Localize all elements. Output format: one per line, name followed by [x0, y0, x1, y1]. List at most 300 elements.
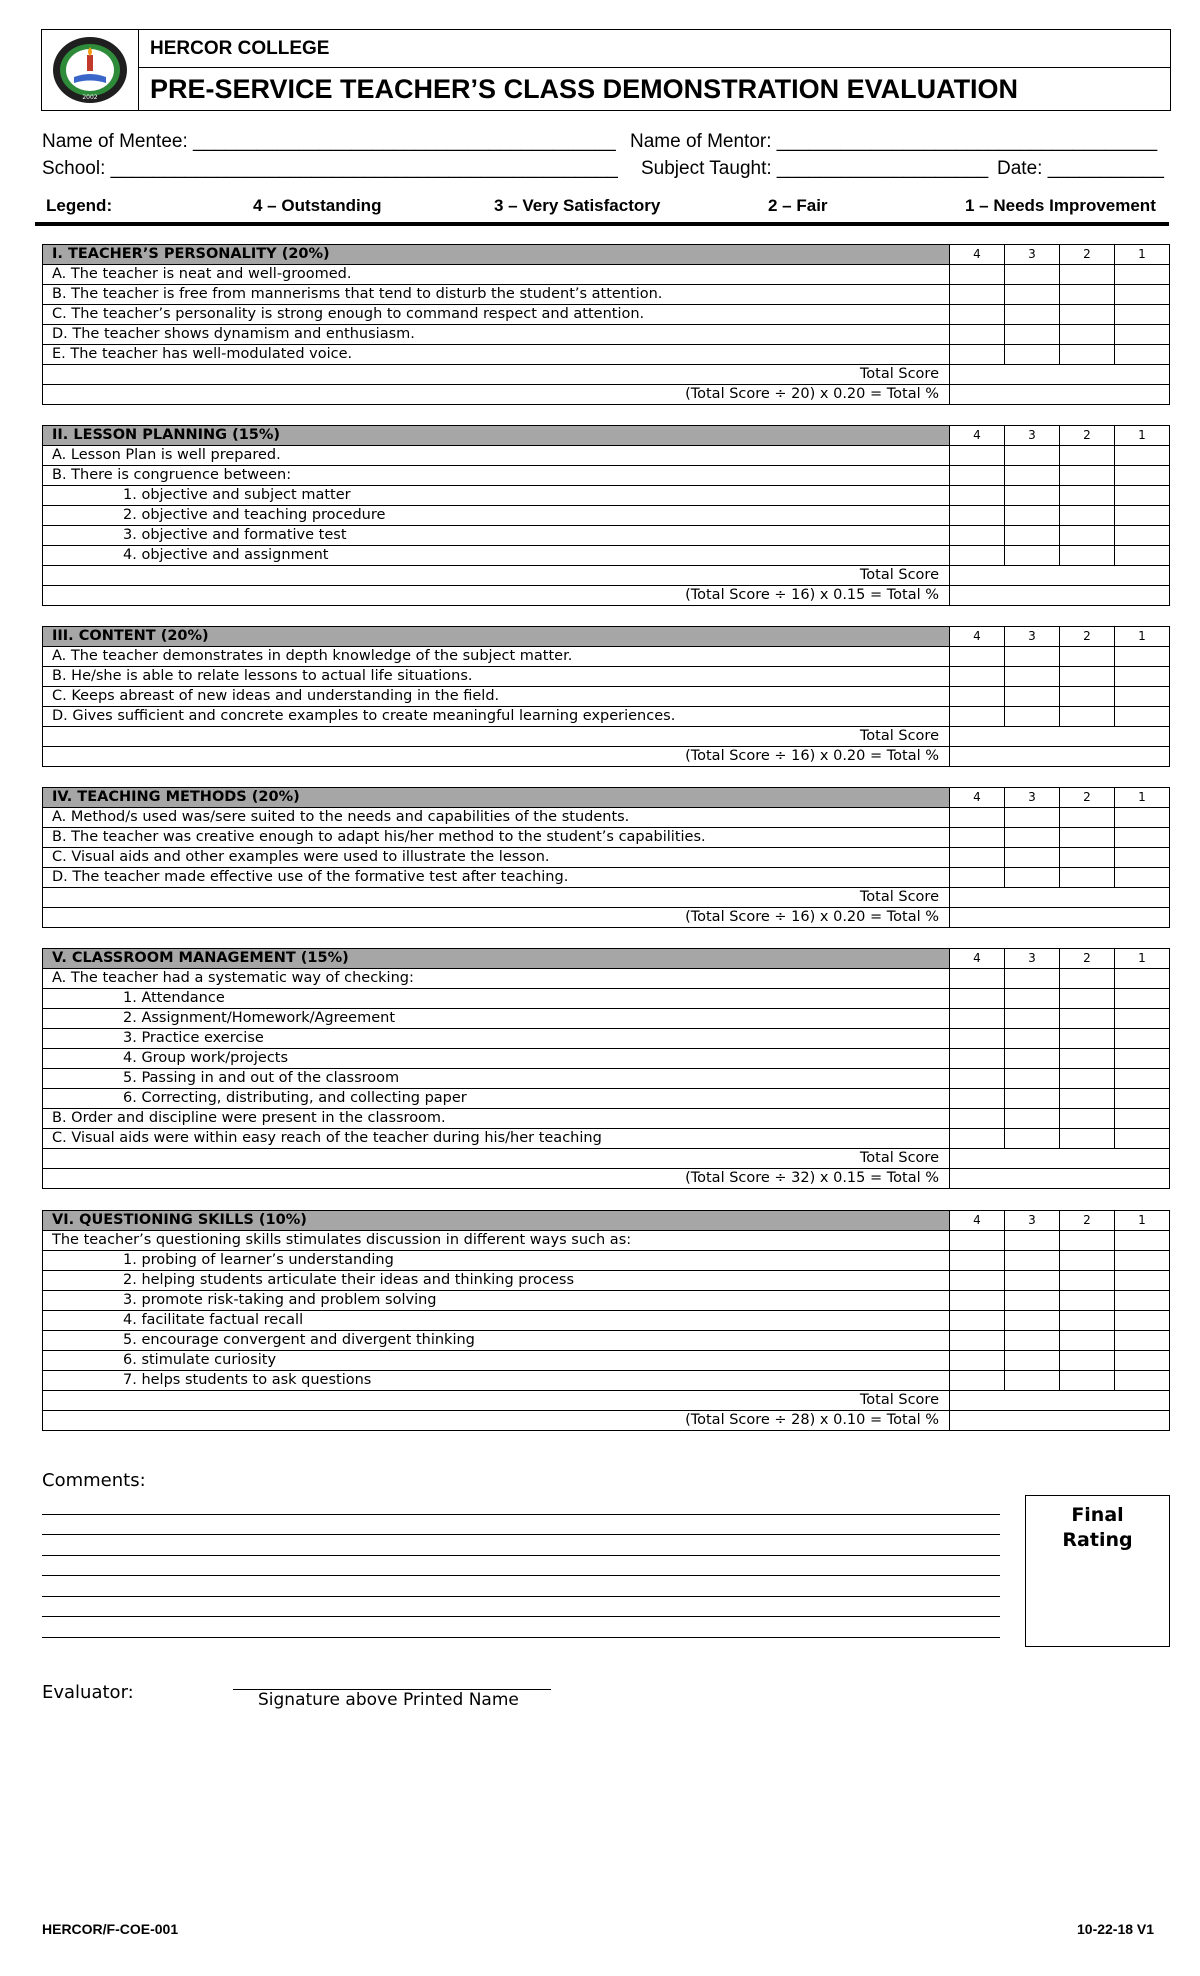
- score-cell[interactable]: [1115, 1069, 1170, 1089]
- criteria-text: C. The teacher’s personality is strong enough to command respect and attention.: [43, 305, 950, 325]
- comment-line[interactable]: [42, 1575, 1000, 1576]
- score-column-header: 2: [1060, 426, 1115, 446]
- score-column-header: 3: [1005, 949, 1060, 969]
- score-column-header: 1: [1115, 245, 1170, 265]
- score-cell[interactable]: [950, 647, 1005, 667]
- score-cell[interactable]: [1060, 1109, 1115, 1129]
- score-cell[interactable]: [1005, 1029, 1060, 1049]
- score-cell[interactable]: [1060, 466, 1115, 486]
- score-cell[interactable]: [1115, 526, 1170, 546]
- score-cell[interactable]: [1060, 647, 1115, 667]
- score-cell[interactable]: [950, 345, 1005, 365]
- score-cell[interactable]: [950, 446, 1005, 466]
- score-cell[interactable]: [1115, 969, 1170, 989]
- criteria-text: B. There is congruence between:: [43, 466, 950, 486]
- score-cell[interactable]: [950, 1331, 1005, 1351]
- score-cell[interactable]: [1115, 647, 1170, 667]
- score-cell[interactable]: [1005, 486, 1060, 506]
- score-cell[interactable]: [1005, 828, 1060, 848]
- final-rating-label-1: Final: [1071, 1504, 1124, 1526]
- criteria-row: [43, 1231, 1170, 1251]
- criteria-text: A. The teacher demonstrates in depth knowledge of the subject matter.: [43, 647, 950, 667]
- criteria-text: D. The teacher made effective use of the formative test after teaching.: [43, 868, 950, 888]
- final-rating-label-2: Rating: [1062, 1529, 1133, 1551]
- score-cell[interactable]: [1060, 285, 1115, 305]
- score-cell[interactable]: [1060, 345, 1115, 365]
- score-cell[interactable]: [1005, 1069, 1060, 1089]
- score-cell[interactable]: [1005, 506, 1060, 526]
- criteria-text: D. Gives sufficient and concrete examples to create meaningful learning experiences.: [43, 707, 950, 727]
- criteria-text: 5. encourage convergent and divergent thinking: [43, 1331, 950, 1351]
- score-cell[interactable]: [1005, 1311, 1060, 1331]
- score-cell[interactable]: [1005, 1049, 1060, 1069]
- comment-line[interactable]: [42, 1596, 1000, 1597]
- svg-text:2002: 2002: [82, 94, 98, 101]
- score-cell[interactable]: [1005, 325, 1060, 345]
- score-cell[interactable]: [1005, 265, 1060, 285]
- score-cell[interactable]: [1060, 305, 1115, 325]
- score-cell[interactable]: [1060, 848, 1115, 868]
- total-percent-row: [43, 385, 1170, 405]
- criteria-row: [43, 1129, 1170, 1149]
- criteria-text: B. The teacher is free from mannerisms that tend to disturb the student’s attention.: [43, 285, 950, 305]
- score-cell[interactable]: [950, 1129, 1005, 1149]
- score-column-header: 2: [1060, 949, 1115, 969]
- criteria-row: [43, 285, 1170, 305]
- score-cell[interactable]: [1005, 466, 1060, 486]
- total-percent-formula: (Total Score ÷ 16) x 0.20 = Total %: [43, 747, 950, 767]
- section-content: [42, 626, 1170, 767]
- criteria-text: C. Visual aids were within easy reach of the teacher during his/her teaching: [43, 1129, 950, 1149]
- score-cell[interactable]: [950, 1371, 1005, 1391]
- criteria-text: 1. objective and subject matter: [43, 486, 950, 506]
- mentee-name-field[interactable]: Name of Mentee: ________________________________________: [42, 131, 616, 152]
- criteria-text: A. The teacher is neat and well-groomed.: [43, 265, 950, 285]
- score-cell[interactable]: [950, 506, 1005, 526]
- section-header-row: [43, 426, 1170, 446]
- criteria-row: [43, 466, 1170, 486]
- score-cell[interactable]: [1005, 707, 1060, 727]
- score-column-header: 4: [950, 245, 1005, 265]
- score-cell[interactable]: [950, 1069, 1005, 1089]
- total-score-label: Total Score: [43, 1149, 950, 1169]
- total-percent-formula: (Total Score ÷ 16) x 0.20 = Total %: [43, 908, 950, 928]
- school-field[interactable]: School: ________________________________________________: [42, 158, 618, 179]
- score-cell[interactable]: [1060, 1351, 1115, 1371]
- score-column-header: 3: [1005, 1211, 1060, 1231]
- criteria-row: [43, 305, 1170, 325]
- score-cell[interactable]: [950, 1231, 1005, 1251]
- score-cell[interactable]: [1005, 1291, 1060, 1311]
- section-title: II. LESSON PLANNING (15%): [43, 426, 950, 446]
- score-cell[interactable]: [950, 325, 1005, 345]
- criteria-row: [43, 1371, 1170, 1391]
- score-cell[interactable]: [950, 546, 1005, 566]
- score-column-header: 4: [950, 426, 1005, 446]
- score-cell[interactable]: [1115, 1089, 1170, 1109]
- score-cell[interactable]: [1115, 989, 1170, 1009]
- criteria-text: A. Lesson Plan is well prepared.: [43, 446, 950, 466]
- score-cell[interactable]: [950, 1251, 1005, 1271]
- score-cell[interactable]: [1115, 1271, 1170, 1291]
- total-score-label: Total Score: [43, 566, 950, 586]
- score-cell[interactable]: [1005, 1371, 1060, 1391]
- score-cell[interactable]: [1060, 667, 1115, 687]
- score-column-header: 1: [1115, 627, 1170, 647]
- mentor-name-field[interactable]: Name of Mentor: ____________________________________: [630, 131, 1158, 152]
- criteria-text: 2. objective and teaching procedure: [43, 506, 950, 526]
- score-cell[interactable]: [1115, 707, 1170, 727]
- score-cell[interactable]: [1005, 1231, 1060, 1251]
- criteria-row: [43, 1049, 1170, 1069]
- criteria-row: [43, 687, 1170, 707]
- score-cell[interactable]: [1115, 1109, 1170, 1129]
- score-cell[interactable]: [1060, 1311, 1115, 1331]
- legend-divider: [35, 222, 1169, 226]
- legend-item-2: 2 – Fair: [768, 196, 828, 215]
- score-cell[interactable]: [1115, 808, 1170, 828]
- total-score-cell[interactable]: [950, 365, 1170, 385]
- score-cell[interactable]: [950, 265, 1005, 285]
- section-title: VI. QUESTIONING SKILLS (10%): [43, 1211, 950, 1231]
- total-percent-cell[interactable]: [950, 1411, 1170, 1431]
- score-cell[interactable]: [950, 707, 1005, 727]
- score-cell[interactable]: [1115, 1351, 1170, 1371]
- score-cell[interactable]: [1005, 1251, 1060, 1271]
- score-cell[interactable]: [1115, 1231, 1170, 1251]
- criteria-text: A. Method/s used was/sere suited to the needs and capabilities of the students.: [43, 808, 950, 828]
- score-cell[interactable]: [1005, 989, 1060, 1009]
- score-cell[interactable]: [1005, 285, 1060, 305]
- score-column-header: 3: [1005, 627, 1060, 647]
- score-cell[interactable]: [1060, 506, 1115, 526]
- criteria-text: 6. Correcting, distributing, and collecting paper: [43, 1089, 950, 1109]
- criteria-text: A. The teacher had a systematic way of checking:: [43, 969, 950, 989]
- score-cell[interactable]: [1115, 1251, 1170, 1271]
- score-cell[interactable]: [950, 1271, 1005, 1291]
- score-cell[interactable]: [1115, 345, 1170, 365]
- score-cell[interactable]: [1060, 486, 1115, 506]
- score-cell[interactable]: [950, 1311, 1005, 1331]
- criteria-row: [43, 1311, 1170, 1331]
- criteria-text: D. The teacher shows dynamism and enthusiasm.: [43, 325, 950, 345]
- score-cell[interactable]: [1115, 1029, 1170, 1049]
- criteria-text: B. He/she is able to relate lessons to actual life situations.: [43, 667, 950, 687]
- total-score-row: [43, 566, 1170, 586]
- score-cell[interactable]: [1060, 1029, 1115, 1049]
- score-column-header: 2: [1060, 627, 1115, 647]
- score-column-header: 3: [1005, 426, 1060, 446]
- section-classroom-management: [42, 948, 1170, 1189]
- score-cell[interactable]: [950, 989, 1005, 1009]
- score-cell[interactable]: [1060, 325, 1115, 345]
- score-cell[interactable]: [1115, 466, 1170, 486]
- comment-line[interactable]: [42, 1616, 1000, 1617]
- date-field[interactable]: Date: ___________: [997, 158, 1164, 179]
- score-cell[interactable]: [1060, 1291, 1115, 1311]
- score-cell[interactable]: [1060, 1049, 1115, 1069]
- criteria-row: [43, 325, 1170, 345]
- criteria-text: 6. stimulate curiosity: [43, 1351, 950, 1371]
- score-cell[interactable]: [1115, 265, 1170, 285]
- college-name: HERCOR COLLEGE: [138, 30, 1170, 68]
- criteria-text: 4. facilitate factual recall: [43, 1311, 950, 1331]
- form-version: 10-22-18 V1: [1077, 1921, 1155, 1937]
- score-cell[interactable]: [1060, 1331, 1115, 1351]
- section-header-row: [43, 627, 1170, 647]
- score-cell[interactable]: [1115, 285, 1170, 305]
- criteria-row: [43, 969, 1170, 989]
- score-cell[interactable]: [1060, 446, 1115, 466]
- score-cell[interactable]: [1060, 1129, 1115, 1149]
- criteria-row: [43, 989, 1170, 1009]
- form-title: PRE-SERVICE TEACHER’S CLASS DEMONSTRATION EVALUATION: [150, 74, 1019, 104]
- score-cell[interactable]: [1115, 1331, 1170, 1351]
- section-header-row: [43, 788, 1170, 808]
- score-cell[interactable]: [1005, 345, 1060, 365]
- legend-item-4: 4 – Outstanding: [253, 196, 382, 215]
- section-lesson-planning: [42, 425, 1170, 606]
- total-percent-cell[interactable]: [950, 1169, 1170, 1189]
- score-cell[interactable]: [1115, 687, 1170, 707]
- comment-line[interactable]: [42, 1637, 1000, 1638]
- criteria-text: 4. Group work/projects: [43, 1049, 950, 1069]
- criteria-row: [43, 1271, 1170, 1291]
- score-cell[interactable]: [1060, 265, 1115, 285]
- score-cell[interactable]: [1115, 305, 1170, 325]
- score-cell[interactable]: [1060, 1271, 1115, 1291]
- score-cell[interactable]: [1115, 1291, 1170, 1311]
- score-cell[interactable]: [1060, 1371, 1115, 1391]
- score-cell[interactable]: [1005, 546, 1060, 566]
- section-header-row: [43, 949, 1170, 969]
- score-cell[interactable]: [1005, 1109, 1060, 1129]
- total-percent-formula: (Total Score ÷ 20) x 0.20 = Total %: [43, 385, 950, 405]
- score-cell[interactable]: [1115, 486, 1170, 506]
- score-cell[interactable]: [1060, 1009, 1115, 1029]
- score-cell[interactable]: [1005, 446, 1060, 466]
- total-percent-cell[interactable]: [950, 586, 1170, 606]
- total-score-cell[interactable]: [950, 727, 1170, 747]
- score-cell[interactable]: [1115, 667, 1170, 687]
- criteria-row: [43, 1291, 1170, 1311]
- score-cell[interactable]: [1005, 848, 1060, 868]
- score-cell[interactable]: [950, 526, 1005, 546]
- score-cell[interactable]: [1060, 969, 1115, 989]
- score-cell[interactable]: [950, 808, 1005, 828]
- criteria-row: [43, 1109, 1170, 1129]
- criteria-text: The teacher’s questioning skills stimulates discussion in different ways such as:: [43, 1231, 950, 1251]
- score-cell[interactable]: [1060, 707, 1115, 727]
- score-cell[interactable]: [1005, 1351, 1060, 1371]
- criteria-text: B. Order and discipline were present in the classroom.: [43, 1109, 950, 1129]
- score-cell[interactable]: [1115, 446, 1170, 466]
- score-cell[interactable]: [950, 1029, 1005, 1049]
- total-score-row: [43, 727, 1170, 747]
- score-cell[interactable]: [1005, 526, 1060, 546]
- score-cell[interactable]: [950, 305, 1005, 325]
- score-cell[interactable]: [1005, 687, 1060, 707]
- criteria-text: 2. helping students articulate their ideas and thinking process: [43, 1271, 950, 1291]
- score-cell[interactable]: [950, 1009, 1005, 1029]
- score-cell[interactable]: [1115, 506, 1170, 526]
- score-cell[interactable]: [1005, 868, 1060, 888]
- criteria-text: 1. Attendance: [43, 989, 950, 1009]
- criteria-text: C. Visual aids and other examples were used to illustrate the lesson.: [43, 848, 950, 868]
- score-cell[interactable]: [950, 1089, 1005, 1109]
- criteria-row: [43, 1029, 1170, 1049]
- score-cell[interactable]: [950, 969, 1005, 989]
- score-cell[interactable]: [1115, 1371, 1170, 1391]
- score-cell[interactable]: [950, 1291, 1005, 1311]
- score-cell[interactable]: [1005, 808, 1060, 828]
- score-cell[interactable]: [1005, 667, 1060, 687]
- criteria-row: [43, 526, 1170, 546]
- criteria-text: E. The teacher has well-modulated voice.: [43, 345, 950, 365]
- signature-caption: Signature above Printed Name: [258, 1690, 519, 1710]
- score-cell[interactable]: [950, 1049, 1005, 1069]
- total-percent-cell[interactable]: [950, 908, 1170, 928]
- total-score-cell[interactable]: [950, 888, 1170, 908]
- section-title: V. CLASSROOM MANAGEMENT (15%): [43, 949, 950, 969]
- score-cell[interactable]: [950, 486, 1005, 506]
- score-cell[interactable]: [1005, 647, 1060, 667]
- section-questioning-skills: [42, 1210, 1170, 1431]
- score-column-header: 1: [1115, 949, 1170, 969]
- score-cell[interactable]: [1060, 808, 1115, 828]
- score-cell[interactable]: [950, 868, 1005, 888]
- score-cell[interactable]: [1115, 325, 1170, 345]
- criteria-text: C. Keeps abreast of new ideas and understanding in the field.: [43, 687, 950, 707]
- score-cell[interactable]: [1060, 989, 1115, 1009]
- score-cell[interactable]: [950, 687, 1005, 707]
- criteria-row: [43, 546, 1170, 566]
- score-column-header: 1: [1115, 1211, 1170, 1231]
- score-cell[interactable]: [1005, 1009, 1060, 1029]
- total-score-label: Total Score: [43, 727, 950, 747]
- score-cell[interactable]: [950, 667, 1005, 687]
- criteria-row: [43, 1331, 1170, 1351]
- score-cell[interactable]: [950, 828, 1005, 848]
- total-percent-formula: (Total Score ÷ 28) x 0.10 = Total %: [43, 1411, 950, 1431]
- score-column-header: 4: [950, 788, 1005, 808]
- criteria-row: [43, 345, 1170, 365]
- legend-item-1: 1 – Needs Improvement: [965, 196, 1156, 215]
- score-cell[interactable]: [1115, 1009, 1170, 1029]
- total-percent-row: [43, 747, 1170, 767]
- score-cell[interactable]: [950, 1109, 1005, 1129]
- total-score-row: [43, 365, 1170, 385]
- form-code: HERCOR/F-COE-001: [42, 1921, 179, 1937]
- total-score-row: [43, 888, 1170, 908]
- total-score-cell[interactable]: [950, 566, 1170, 586]
- score-cell[interactable]: [1005, 1331, 1060, 1351]
- score-cell[interactable]: [1060, 868, 1115, 888]
- score-cell[interactable]: [1115, 1049, 1170, 1069]
- score-cell[interactable]: [1115, 1311, 1170, 1331]
- criteria-row: [43, 486, 1170, 506]
- college-seal-logo: [50, 35, 130, 105]
- criteria-text: 3. Practice exercise: [43, 1029, 950, 1049]
- section-title: III. CONTENT (20%): [43, 627, 950, 647]
- total-percent-row: [43, 1169, 1170, 1189]
- total-percent-row: [43, 586, 1170, 606]
- score-cell[interactable]: [1060, 1231, 1115, 1251]
- subject-taught-field[interactable]: Subject Taught: ____________________: [641, 158, 989, 179]
- criteria-row: [43, 1089, 1170, 1109]
- criteria-text: 1. probing of learner’s understanding: [43, 1251, 950, 1271]
- score-cell[interactable]: [1060, 1089, 1115, 1109]
- final-rating-box[interactable]: [1025, 1495, 1170, 1647]
- section-title: I. TEACHER’S PERSONALITY (20%): [43, 245, 950, 265]
- score-cell[interactable]: [1005, 305, 1060, 325]
- section-teachers-personality: [42, 244, 1170, 405]
- total-score-label: Total Score: [43, 888, 950, 908]
- evaluator-label: Evaluator:: [42, 1682, 134, 1703]
- comment-line[interactable]: [42, 1514, 1000, 1515]
- score-cell[interactable]: [1060, 828, 1115, 848]
- score-cell[interactable]: [1005, 969, 1060, 989]
- score-cell[interactable]: [1060, 1251, 1115, 1271]
- score-cell[interactable]: [1005, 1089, 1060, 1109]
- criteria-row: [43, 446, 1170, 466]
- legend-label: Legend:: [46, 196, 113, 215]
- criteria-text: 3. objective and formative test: [43, 526, 950, 546]
- score-cell[interactable]: [1005, 1129, 1060, 1149]
- legend-item-3: 3 – Very Satisfactory: [494, 196, 661, 215]
- total-score-row: [43, 1391, 1170, 1411]
- score-column-header: 2: [1060, 245, 1115, 265]
- score-cell[interactable]: [1005, 1271, 1060, 1291]
- criteria-text: 4. objective and assignment: [43, 546, 950, 566]
- score-cell[interactable]: [1060, 687, 1115, 707]
- criteria-row: [43, 868, 1170, 888]
- score-cell[interactable]: [950, 466, 1005, 486]
- total-percent-cell[interactable]: [950, 385, 1170, 405]
- score-cell[interactable]: [1115, 1129, 1170, 1149]
- total-percent-row: [43, 1411, 1170, 1431]
- criteria-row: [43, 1351, 1170, 1371]
- score-cell[interactable]: [1115, 848, 1170, 868]
- section-title: IV. TEACHING METHODS (20%): [43, 788, 950, 808]
- score-cell[interactable]: [950, 285, 1005, 305]
- score-column-header: 2: [1060, 1211, 1115, 1231]
- score-column-header: 3: [1005, 788, 1060, 808]
- criteria-text: 2. Assignment/Homework/Agreement: [43, 1009, 950, 1029]
- criteria-row: [43, 647, 1170, 667]
- total-score-cell[interactable]: [950, 1391, 1170, 1411]
- score-cell[interactable]: [1115, 828, 1170, 848]
- score-cell[interactable]: [1060, 1069, 1115, 1089]
- criteria-text: 3. promote risk-taking and problem solving: [43, 1291, 950, 1311]
- comments-label: Comments:: [42, 1470, 146, 1491]
- score-cell[interactable]: [1115, 868, 1170, 888]
- criteria-row: [43, 1069, 1170, 1089]
- criteria-row: [43, 667, 1170, 687]
- score-cell[interactable]: [1060, 546, 1115, 566]
- score-cell[interactable]: [950, 848, 1005, 868]
- total-score-cell[interactable]: [950, 1149, 1170, 1169]
- score-cell[interactable]: [950, 1351, 1005, 1371]
- comment-line[interactable]: [42, 1555, 1000, 1556]
- score-cell[interactable]: [1115, 546, 1170, 566]
- comment-line[interactable]: [42, 1534, 1000, 1535]
- criteria-row: [43, 808, 1170, 828]
- score-cell[interactable]: [1060, 526, 1115, 546]
- criteria-text: B. The teacher was creative enough to adapt his/her method to the student’s capabilities.: [43, 828, 950, 848]
- total-percent-cell[interactable]: [950, 747, 1170, 767]
- criteria-row: [43, 828, 1170, 848]
